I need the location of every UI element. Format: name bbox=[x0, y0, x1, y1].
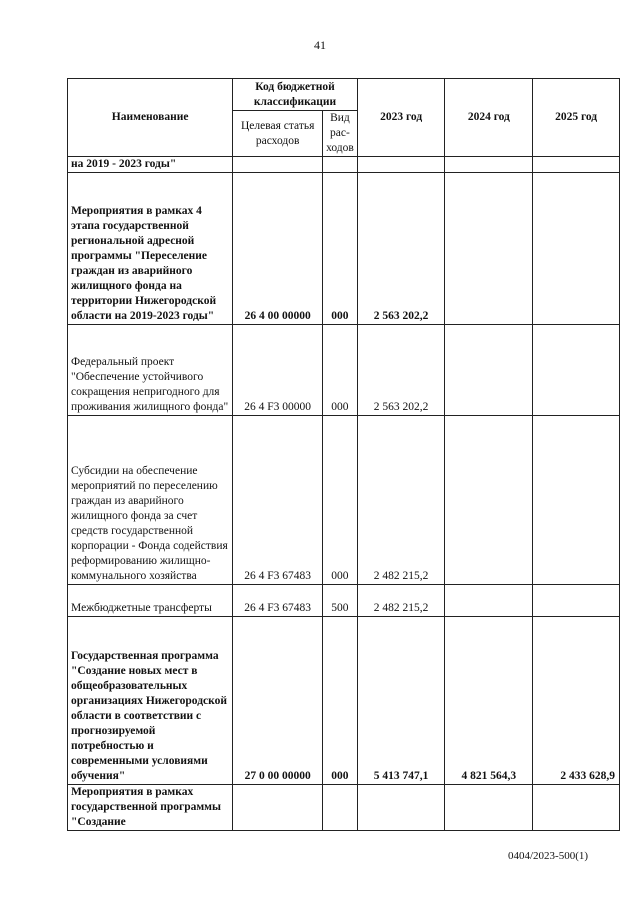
row-name: Мероприятия в рамках государственной программы "Создание bbox=[68, 785, 233, 831]
row-2025 bbox=[533, 585, 620, 617]
row-2024 bbox=[445, 173, 533, 325]
header-target: Целевая статья расходов bbox=[233, 111, 323, 157]
row-2023: 5 413 747,1 bbox=[357, 617, 445, 785]
row-2023: 2 563 202,2 bbox=[357, 325, 445, 416]
header-name: Наименование bbox=[68, 79, 233, 157]
row-type: 000 bbox=[323, 416, 358, 585]
row-type: 500 bbox=[323, 585, 358, 617]
table-row bbox=[68, 617, 620, 785]
row-2023 bbox=[357, 157, 445, 173]
row-2025 bbox=[533, 325, 620, 416]
row-2024: 4 821 564,3 bbox=[445, 617, 533, 785]
table-row bbox=[68, 785, 620, 831]
row-code: 26 4 00 00000 bbox=[233, 173, 323, 325]
row-name: Федеральный проект "Обеспечение устойчивого сокращения непригодного для проживания жилищного фонда" bbox=[68, 325, 233, 416]
row-code: 27 0 00 00000 bbox=[233, 617, 323, 785]
row-2025 bbox=[533, 173, 620, 325]
document-code: 0404/2023-500(1) bbox=[508, 850, 589, 862]
header-type: Вид рас-ходов bbox=[323, 111, 358, 157]
row-2023: 2 563 202,2 bbox=[357, 173, 445, 325]
row-code: 26 4 F3 67483 bbox=[233, 585, 323, 617]
table-row bbox=[68, 585, 620, 617]
row-name: Межбюджетные трансферты bbox=[68, 585, 233, 617]
row-name: на 2019 - 2023 годы" bbox=[68, 157, 233, 173]
row-name: Субсидии на обеспечение мероприятий по переселению граждан из аварийного жилищного фонда за счет средств государственной корпорации - Фонда содействия реформированию жилищно-коммунального хозяйства bbox=[68, 416, 233, 585]
row-code: 26 4 F3 67483 bbox=[233, 416, 323, 585]
row-2025 bbox=[533, 785, 620, 831]
row-2025: 2 433 628,9 bbox=[533, 617, 620, 785]
table-row bbox=[68, 325, 620, 416]
row-2023: 2 482 215,2 bbox=[357, 585, 445, 617]
row-2025 bbox=[533, 416, 620, 585]
row-code bbox=[233, 157, 323, 173]
row-2024 bbox=[445, 785, 533, 831]
table-row bbox=[68, 416, 620, 585]
row-2024 bbox=[445, 585, 533, 617]
row-type bbox=[323, 157, 358, 173]
header-2025: 2025 год bbox=[533, 79, 620, 157]
budget-table bbox=[67, 78, 620, 831]
table-row bbox=[68, 157, 620, 173]
row-type bbox=[323, 785, 358, 831]
page-number: 41 bbox=[314, 38, 326, 52]
row-type: 000 bbox=[323, 173, 358, 325]
row-type: 000 bbox=[323, 617, 358, 785]
header-2024: 2024 год bbox=[445, 79, 533, 157]
row-2024 bbox=[445, 157, 533, 173]
row-2024 bbox=[445, 416, 533, 585]
row-name: Мероприятия в рамках 4 этапа государственной региональной адресной программы "Переселение граждан из аварийного жилищного фонда на территории Нижегородской области на 2019-2023 годы" bbox=[68, 173, 233, 325]
row-code: 26 4 F3 00000 bbox=[233, 325, 323, 416]
row-code bbox=[233, 785, 323, 831]
row-2023: 2 482 215,2 bbox=[357, 416, 445, 585]
row-2025 bbox=[533, 157, 620, 173]
header-code-group: Код бюджетной классификации bbox=[233, 79, 357, 111]
row-2023 bbox=[357, 785, 445, 831]
row-type: 000 bbox=[323, 325, 358, 416]
row-2024 bbox=[445, 325, 533, 416]
row-name: Государственная программа "Создание новых мест в общеобразовательных организациях Нижегородской области в соответствии с прогнозируемой потребностью и современными условиями обучения" bbox=[68, 617, 233, 785]
header-2023: 2023 год bbox=[357, 79, 445, 157]
table-row bbox=[68, 173, 620, 325]
